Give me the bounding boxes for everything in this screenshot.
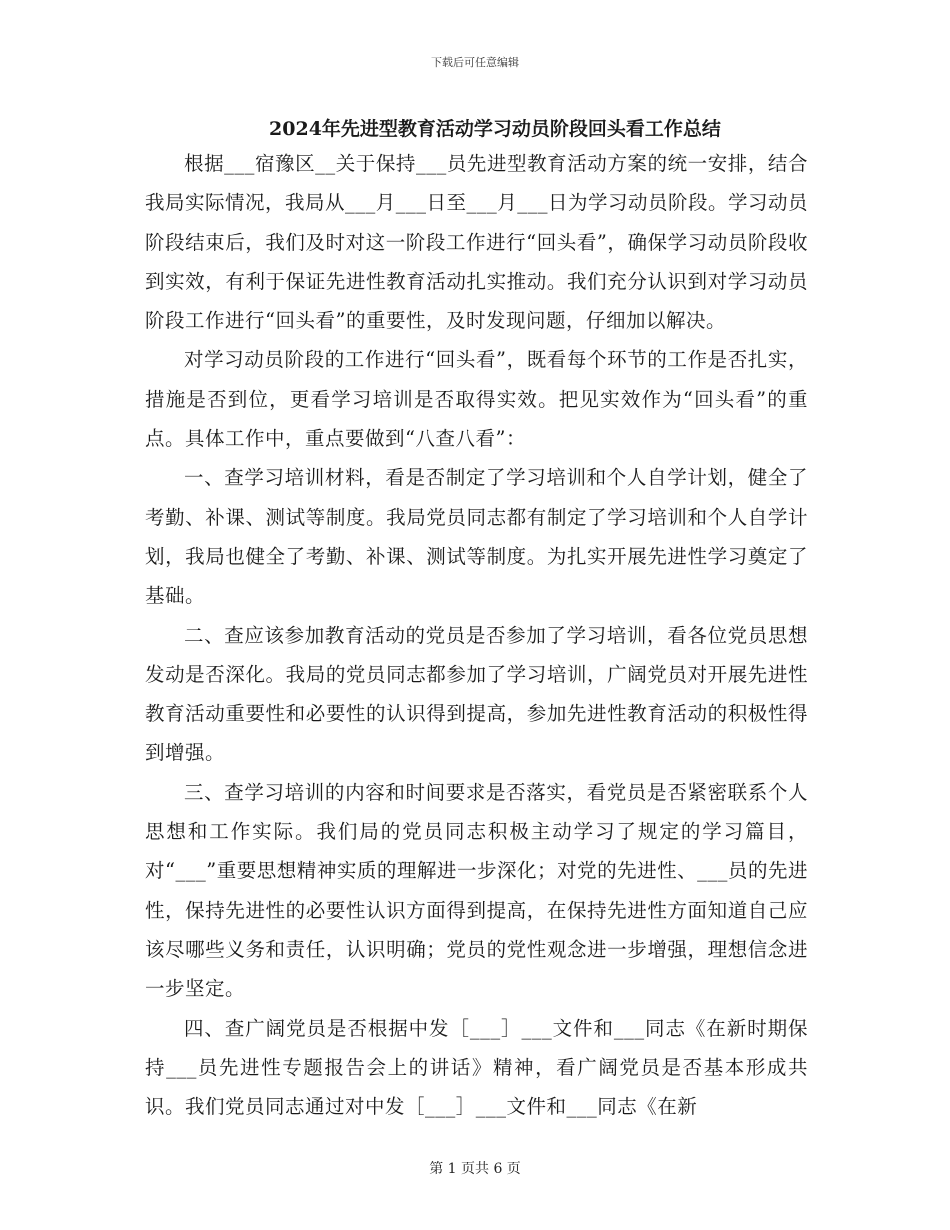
paragraph-6: 四、查广阔党员是否根据中发［___］___文件和___同志《在新时期保持___员先进性专题报告会上的讲话》精神，看广阔党员是否基本形成共识。我们党员同志通过对中发［___］___文件和___同志《在新 xyxy=(145,1016,808,1119)
paragraph-3: 一、查学习培训材料，看是否制定了学习培训和个人自学计划，健全了考勤、补课、测试等制度。我局党员同志都有制定了学习培训和个人自学计划，我局也健全了考勤、补课、测试等制度。为扎实开展先进性学习奠定了基础。 xyxy=(145,466,808,608)
paragraph-1: 根据___宿豫区__关于保持___员先进型教育活动方案的统一安排，结合我局实际情况，我局从___月___日至___月___日为学习动员阶段。学习动员阶段结束后，我们及时对这一阶段工作进行“回头看”，确保学习动员阶段收到实效，有利于保证先进性教育活动扎实推动。我们充分认识到对学习动员阶段工作进行“回头看”的重要性，及时发现问题，仔细加以解决。 xyxy=(145,152,809,333)
page-number: 第 1 页共 6 页 xyxy=(429,1161,521,1177)
document-title: 2024年先进型教育活动学习动员阶段回头看工作总结 xyxy=(269,118,721,140)
paragraph-2: 对学习动员阶段的工作进行“回头看”，既看每个环节的工作是否扎实，措施是否到位，更看学习培训是否取得实效。把见实效作为“回头看”的重点。具体工作中，重点要做到“八查八看”： xyxy=(145,348,808,451)
document-body xyxy=(145,144,808,1126)
paragraph-4: 二、查应该参加教育活动的党员是否参加了学习培训，看各位党员思想发动是否深化。我局的党员同志都参加了学习培训，广阔党员对开展先进性教育活动重要性和必要性的认识得到提高，参加先进性教育活动的积极性得到增强。 xyxy=(145,623,808,765)
header-note: 下载后可任意编辑 xyxy=(431,56,519,69)
paragraph-5: 三、查学习培训的内容和时间要求是否落实，看党员是否紧密联系个人思想和工作实际。我们局的党员同志积极主动学习了规定的学习篇目，对“___”重要思想精神实质的理解进一步深化；对党的先进性、___员的先进性，保持先进性的必要性认识方面得到提高，在保持先进性方面知道自己应该尽哪些义务和责任，认识明确；党员的党性观念进一步增强，理想信念进一步坚定。 xyxy=(145,780,808,1001)
